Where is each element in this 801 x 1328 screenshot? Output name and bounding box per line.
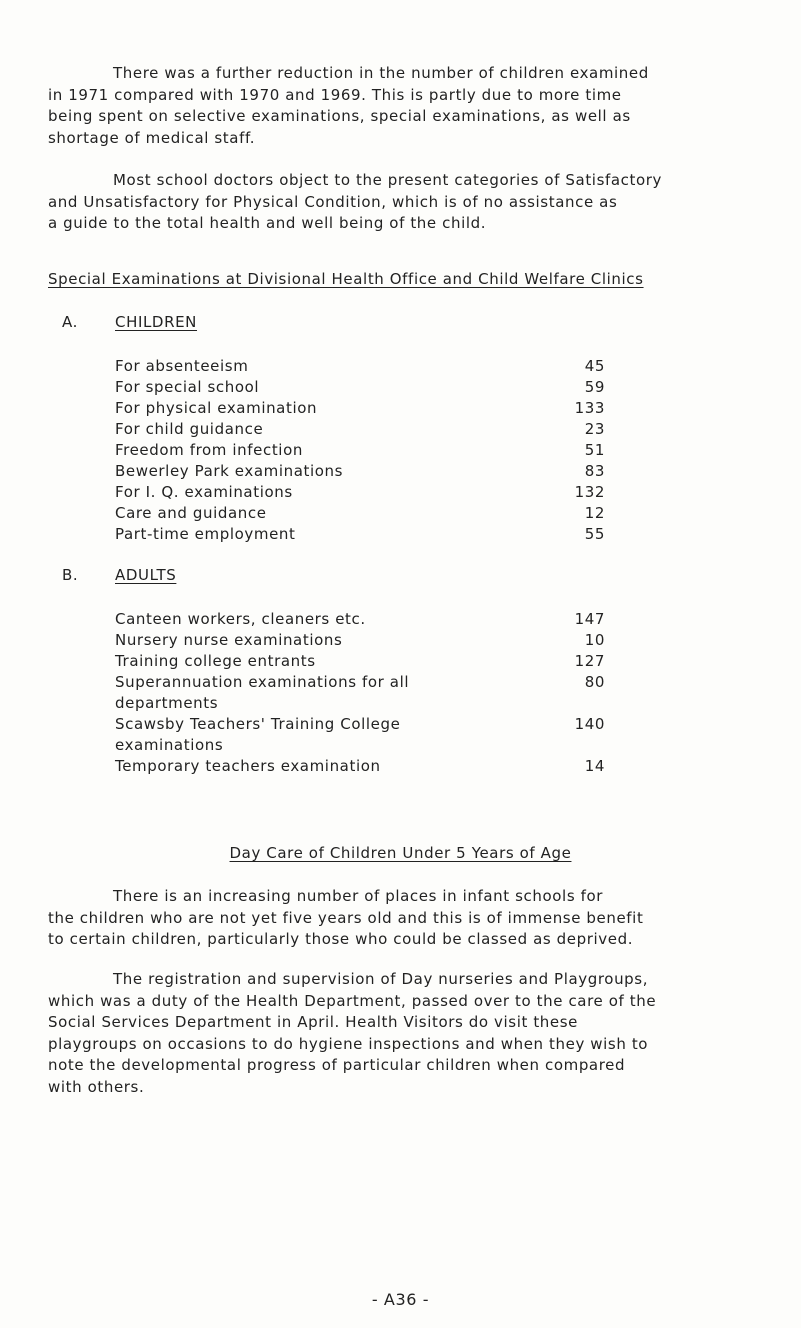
table-row — [115, 461, 605, 482]
row-value: 45 — [584, 357, 605, 375]
row-value: 80 — [584, 673, 605, 691]
row-value: 133 — [574, 399, 605, 417]
day-care-heading: Day Care of Children Under 5 Years of Age — [229, 844, 572, 862]
children-section-title: CHILDREN — [115, 313, 198, 331]
row-value: 10 — [584, 631, 605, 649]
text-line: Most school doctors object to the present categories of Satisfactory — [113, 171, 663, 189]
table-row — [115, 714, 605, 756]
day-care-paragraph-1 — [48, 886, 764, 951]
text-line: There is an increasing number of places in infant schools for — [113, 887, 604, 905]
row-value: 83 — [584, 462, 605, 480]
text-line: There was a further reduction in the number of children examined — [113, 64, 649, 82]
row-value: 140 — [574, 715, 605, 733]
text-line: The registration and supervision of Day nurseries and Playgroups, — [113, 970, 649, 988]
page-number: - A36 - — [371, 1290, 430, 1309]
day-care-heading-row — [0, 844, 801, 862]
row-value: 59 — [584, 378, 605, 396]
intro-paragraph-1 — [48, 63, 764, 149]
row-label: Canteen workers, cleaners etc. — [115, 610, 366, 628]
text-line: note the developmental progress of particular children when compared — [48, 1056, 626, 1074]
row-value: 23 — [584, 420, 605, 438]
text-line: playgroups on occasions to do hygiene inspections and when they wish to — [48, 1034, 649, 1053]
table-row — [115, 356, 605, 377]
text-line: shortage of medical staff. — [48, 128, 256, 147]
table-row — [115, 651, 605, 672]
text-line: to certain children, particularly those who could be classed as deprived. — [48, 930, 634, 948]
row-value: 51 — [584, 441, 605, 459]
row-label: Scawsby Teachers' Training College examinations — [115, 715, 401, 754]
special-examinations-heading: Special Examinations at Divisional Health Office and Child Welfare Clinics — [48, 270, 644, 288]
row-label: Superannuation examinations for all departments — [115, 673, 410, 712]
section-b-label: B. — [62, 566, 79, 584]
text-line: in 1971 compared with 1970 and 1969. This is partly due to more time — [48, 85, 622, 104]
row-label: For special school — [115, 378, 260, 396]
row-value: 147 — [574, 610, 605, 628]
table-row — [115, 440, 605, 461]
day-care-paragraph-2 — [48, 969, 764, 1098]
table-row — [115, 419, 605, 440]
table-row — [115, 756, 605, 777]
adults-section-title: ADULTS — [115, 566, 177, 584]
row-label: Part-time employment — [115, 525, 296, 543]
intro-paragraph-2 — [48, 170, 764, 235]
row-label: For absenteeism — [115, 357, 249, 375]
row-label: Temporary teachers examination — [115, 757, 381, 775]
row-value: 14 — [584, 757, 605, 775]
text-line: with others. — [48, 1077, 145, 1096]
text-line: the children who are not yet five years old and this is of immense benefit — [48, 908, 644, 927]
table-row — [115, 524, 605, 545]
row-label: For I. Q. examinations — [115, 483, 293, 501]
table-row — [115, 630, 605, 651]
row-label: For physical examination — [115, 399, 318, 417]
text-line: being spent on selective examinations, special examinations, as well as — [48, 107, 631, 125]
row-label: Freedom from infection — [115, 441, 303, 459]
text-line: a guide to the total health and well being of the child. — [48, 214, 487, 232]
text-line: and Unsatisfactory for Physical Condition, which is of no assistance as — [48, 192, 618, 211]
row-label: Care and guidance — [115, 504, 267, 522]
table-row — [115, 503, 605, 524]
table-row — [115, 398, 605, 419]
row-label: Bewerley Park examinations — [115, 462, 344, 480]
row-label: Nursery nurse examinations — [115, 631, 343, 649]
text-line: Social Services Department in April. Health Visitors do visit these — [48, 1013, 578, 1031]
text-line: which was a duty of the Health Department, passed over to the care of the — [48, 991, 657, 1010]
table-row — [115, 609, 605, 630]
section-a-label: A. — [62, 313, 78, 331]
row-label: Training college entrants — [115, 652, 316, 670]
row-value: 132 — [574, 483, 605, 501]
row-value: 55 — [584, 525, 605, 543]
row-value: 12 — [584, 504, 605, 522]
table-row — [115, 482, 605, 503]
table-row — [115, 672, 605, 714]
table-row — [115, 377, 605, 398]
row-label: For child guidance — [115, 420, 264, 438]
row-value: 127 — [574, 652, 605, 670]
